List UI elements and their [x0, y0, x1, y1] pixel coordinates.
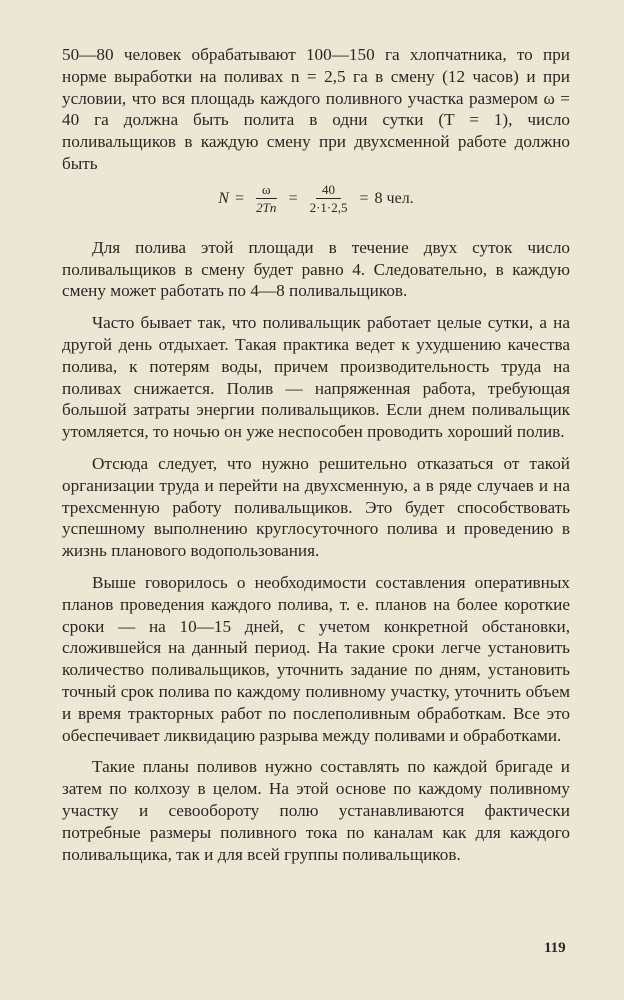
formula-fraction-1: [256, 182, 277, 215]
formula-fraction-2: [310, 182, 348, 215]
formula-result: 8 чел.: [374, 189, 414, 207]
paragraph-1: 50—80 человек обрабатывают 100—150 га хлопчатника, то при норме выработки на поливах n = 2,5 га в смену (12 часов) и при условии, что вся площадь каждого поливного участка размером ω = 40 га должна быть полита в одни сутки (T = 1), число поливальщиков в каждую смену при двухсменной работе должно быть: [62, 45, 570, 173]
formula-equals-2: =: [288, 189, 298, 207]
paragraph-4: Отсюда следует, что нужно решительно отказаться от такой организации труда и перейти на двухсменную, а в ряде случаев и на трехсменную работу поливальщиков. Это будет способствовать успешному выполнению круглосуточного полива и проведению в жизнь планового водопользования.: [62, 453, 570, 561]
paragraph-2: Для полива этой площади в течение двух суток число поливальщиков в смену будет равно 4. Следовательно, в каждую смену может работать по 4—8 поливальщиков.: [62, 237, 570, 301]
formula-equals-1: =: [234, 189, 244, 207]
fraction-1-numerator: ω: [256, 182, 277, 199]
fraction-2-denominator: 2·1·2,5: [309, 200, 348, 216]
paragraph-5: Выше говорилось о необходимости составления оперативных планов проведения каждого полива, т. е. планов на более короткие сроки — на 10—15 дней, с учетом конкретной обстановки, сложившейся на данный период. На такие сроки легче установить количество поливальщиков, уточнить задание по дням, установить точный срок полива по каждому поливному участку, уточнить объем и время тракторных работ по послеполивным обработкам. Все это обеспечивает ликвидацию разрыва между поливами и обработками.: [62, 572, 570, 745]
formula-equals-3: =: [359, 189, 369, 207]
page-number: 119: [544, 940, 566, 956]
fraction-2-numerator: 40: [316, 182, 341, 199]
formula-lhs: N: [218, 189, 229, 207]
fraction-1-denominator: 2Tn: [256, 200, 277, 216]
formula: [62, 177, 570, 221]
paragraph-6: Такие планы поливов нужно составлять по каждой бригаде и затем по колхозу в целом. На этой основе по каждому поливному участку и севообороту полю устанавливаются фактически потребные размеры поливного тока по каналам как для каждого поливальщика, так и для всей группы поливальщиков.: [62, 757, 570, 864]
paragraph-3: Часто бывает так, что поливальщик работает целые сутки, а на другой день отдыхает. Такая практика ведет к ухудшению качества полива, к потерям воды, причем производительность труда на поливах снижается. Полив — напряженная работа, требующая большой затраты энергии поливальщиков. Если днем поливальщик утомляется, то ночью он уже неспособен проводить хороший полив.: [62, 313, 570, 442]
body-text: [62, 44, 570, 865]
